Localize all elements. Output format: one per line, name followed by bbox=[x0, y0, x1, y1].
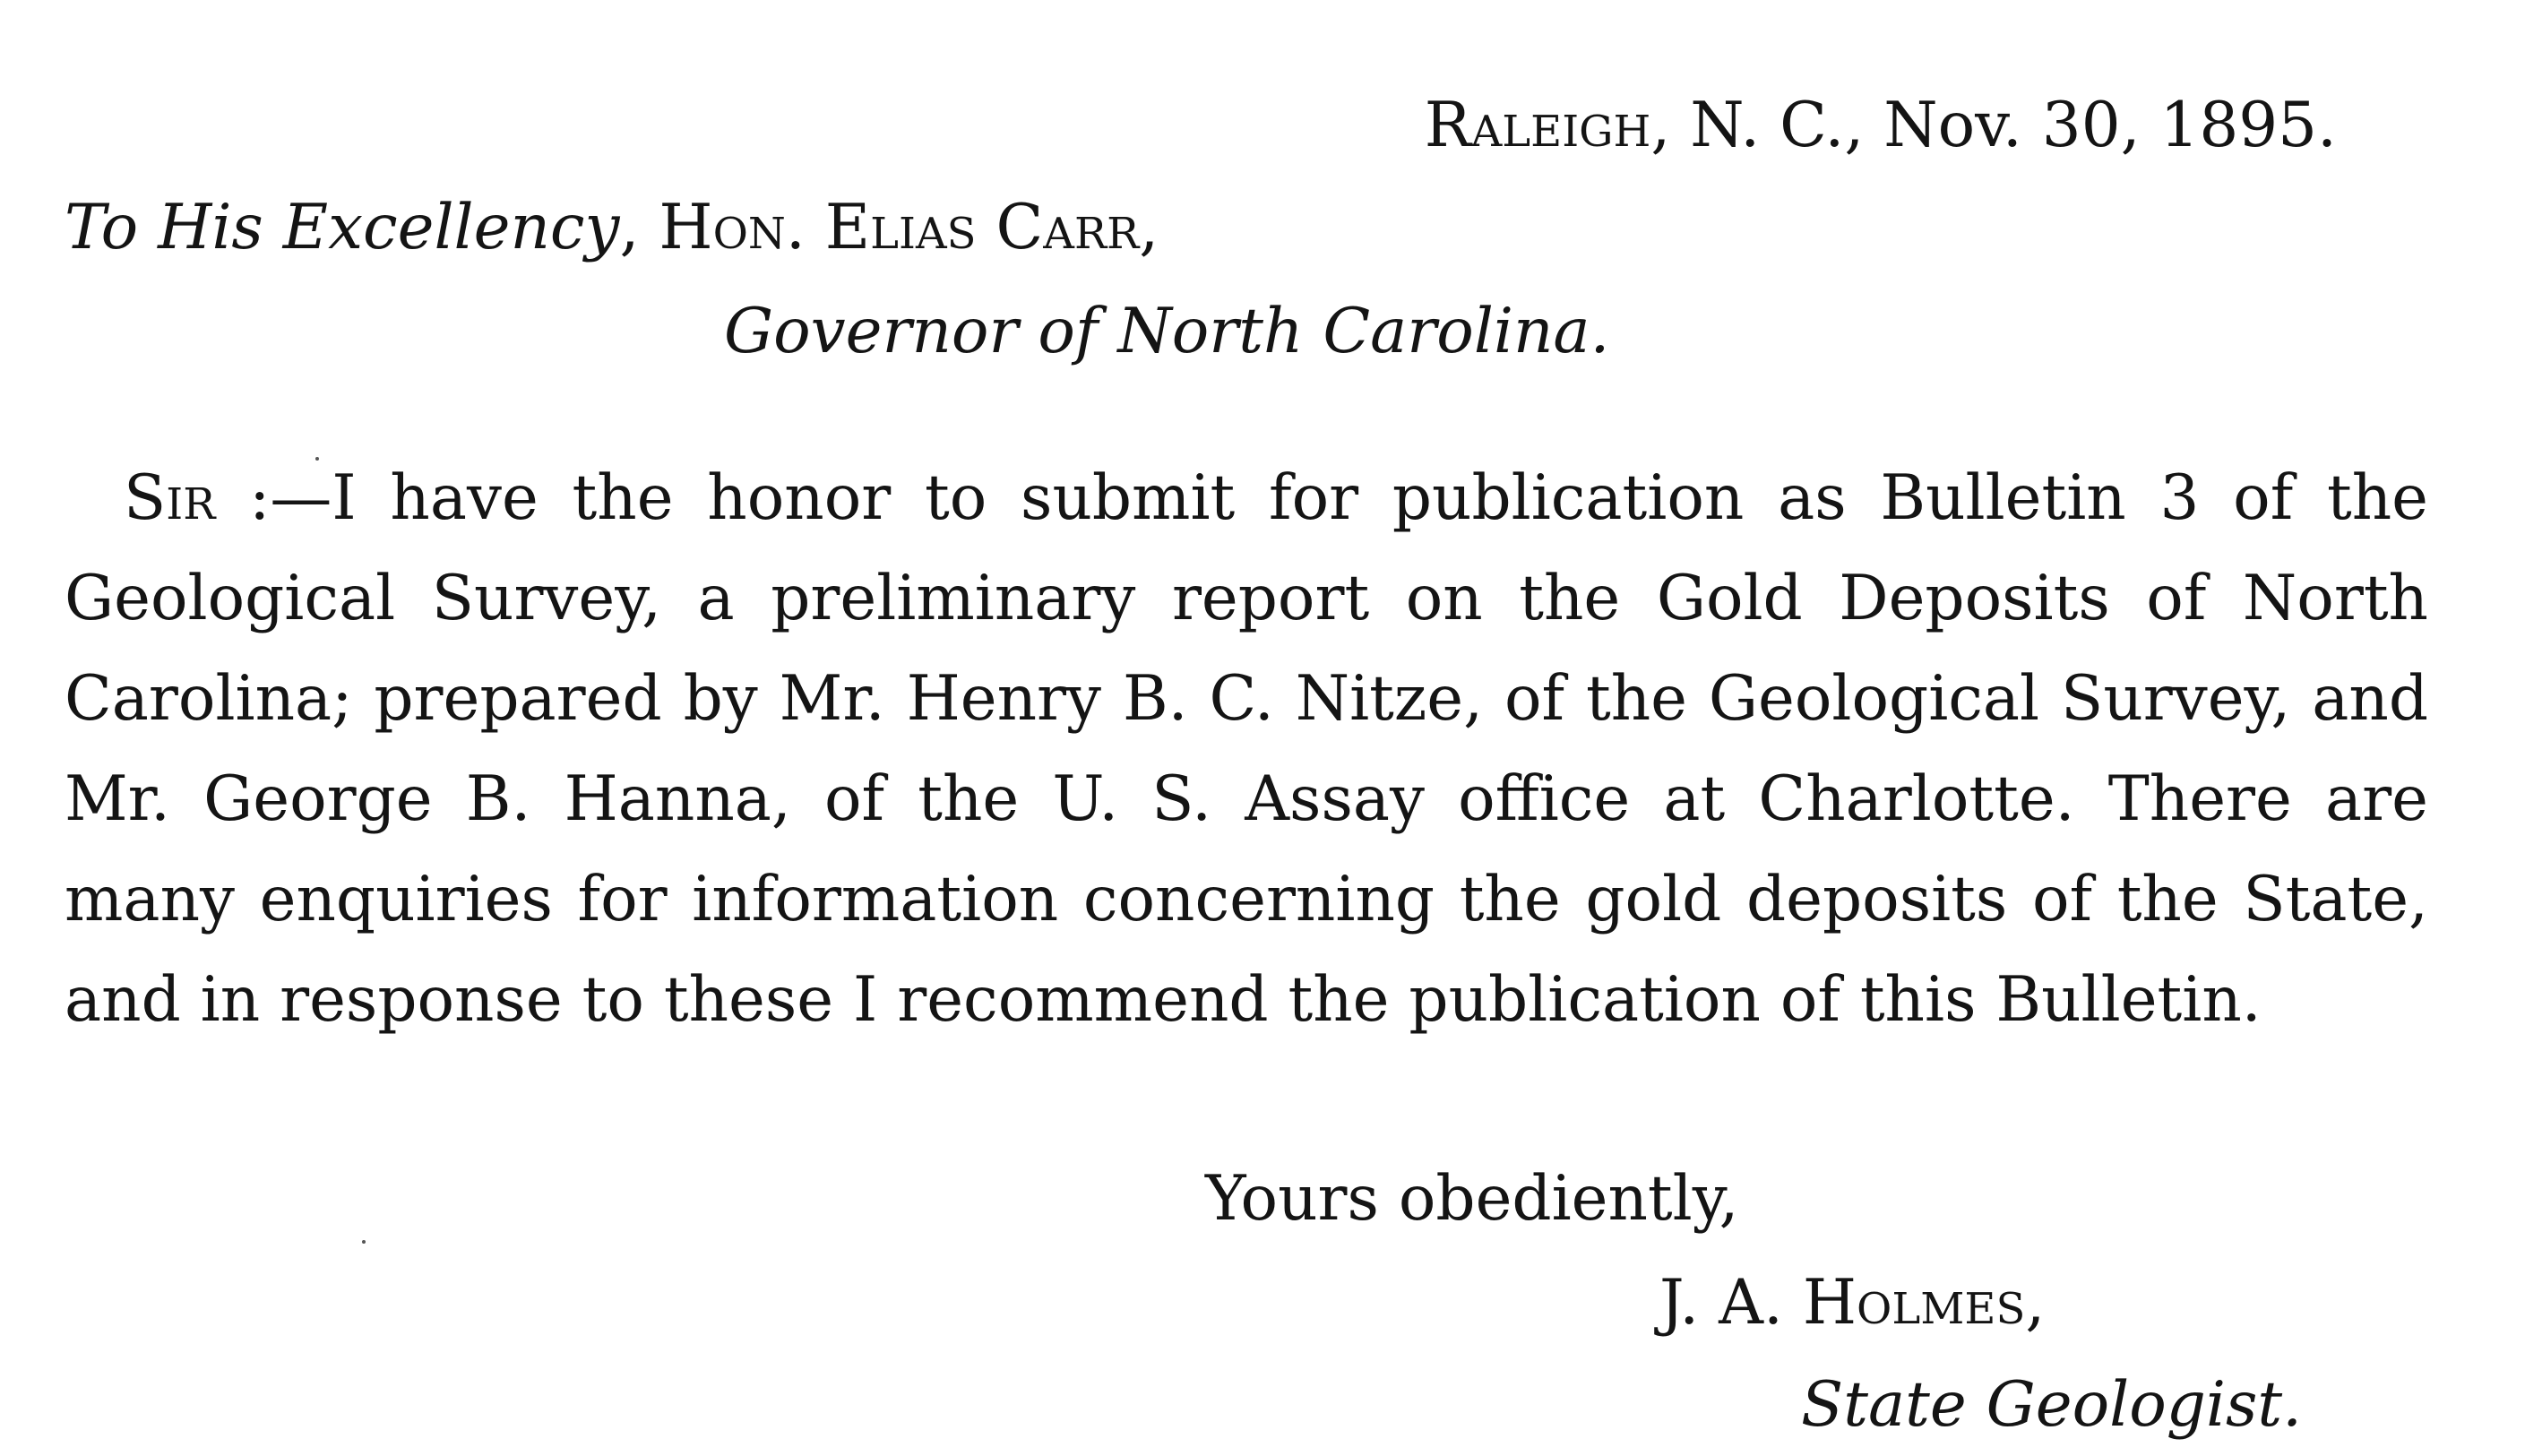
addressee-title: Governor of North Carolina. bbox=[724, 296, 1610, 367]
letter-body bbox=[65, 448, 2428, 1050]
print-speck bbox=[362, 1240, 366, 1244]
signer-name: J. A. Holmes bbox=[1659, 1267, 2026, 1339]
salutation-to-his-excellency: To His Excellency bbox=[65, 192, 620, 263]
print-speck bbox=[315, 457, 319, 461]
dateline-place: Raleigh bbox=[1424, 90, 1651, 161]
signature-name bbox=[1659, 1267, 2045, 1339]
salutation bbox=[65, 192, 1159, 263]
addressee-name: Hon. Elias Carr bbox=[659, 192, 1140, 263]
dateline bbox=[1425, 90, 2337, 161]
body-salutation-sir: Sir bbox=[124, 462, 216, 534]
body-text: :—I have the honor to submit for publication as Bulletin 3 of the Geological Survey, a preliminary report on the Gold Deposits of North Carolina; prepared by Mr. Henry B. C. Nitze, of the Geological Survey, and Mr. George B. Hanna, of the U. S. Assay office at Charlotte. There are many enquiries for information concerning the gold deposits of the State, and in response to these I recommend the publication of this Bulletin. bbox=[65, 462, 2428, 1036]
dateline-date: , N. C., Nov. 30, 1895. bbox=[1650, 90, 2337, 161]
salutation-trailing-comma: , bbox=[1139, 192, 1159, 263]
closing: Yours obediently, bbox=[1205, 1163, 1739, 1235]
salutation-comma: , bbox=[619, 192, 659, 263]
signer-title: State Geologist. bbox=[1801, 1369, 2303, 1441]
signer-trailing-comma: , bbox=[2025, 1267, 2046, 1339]
